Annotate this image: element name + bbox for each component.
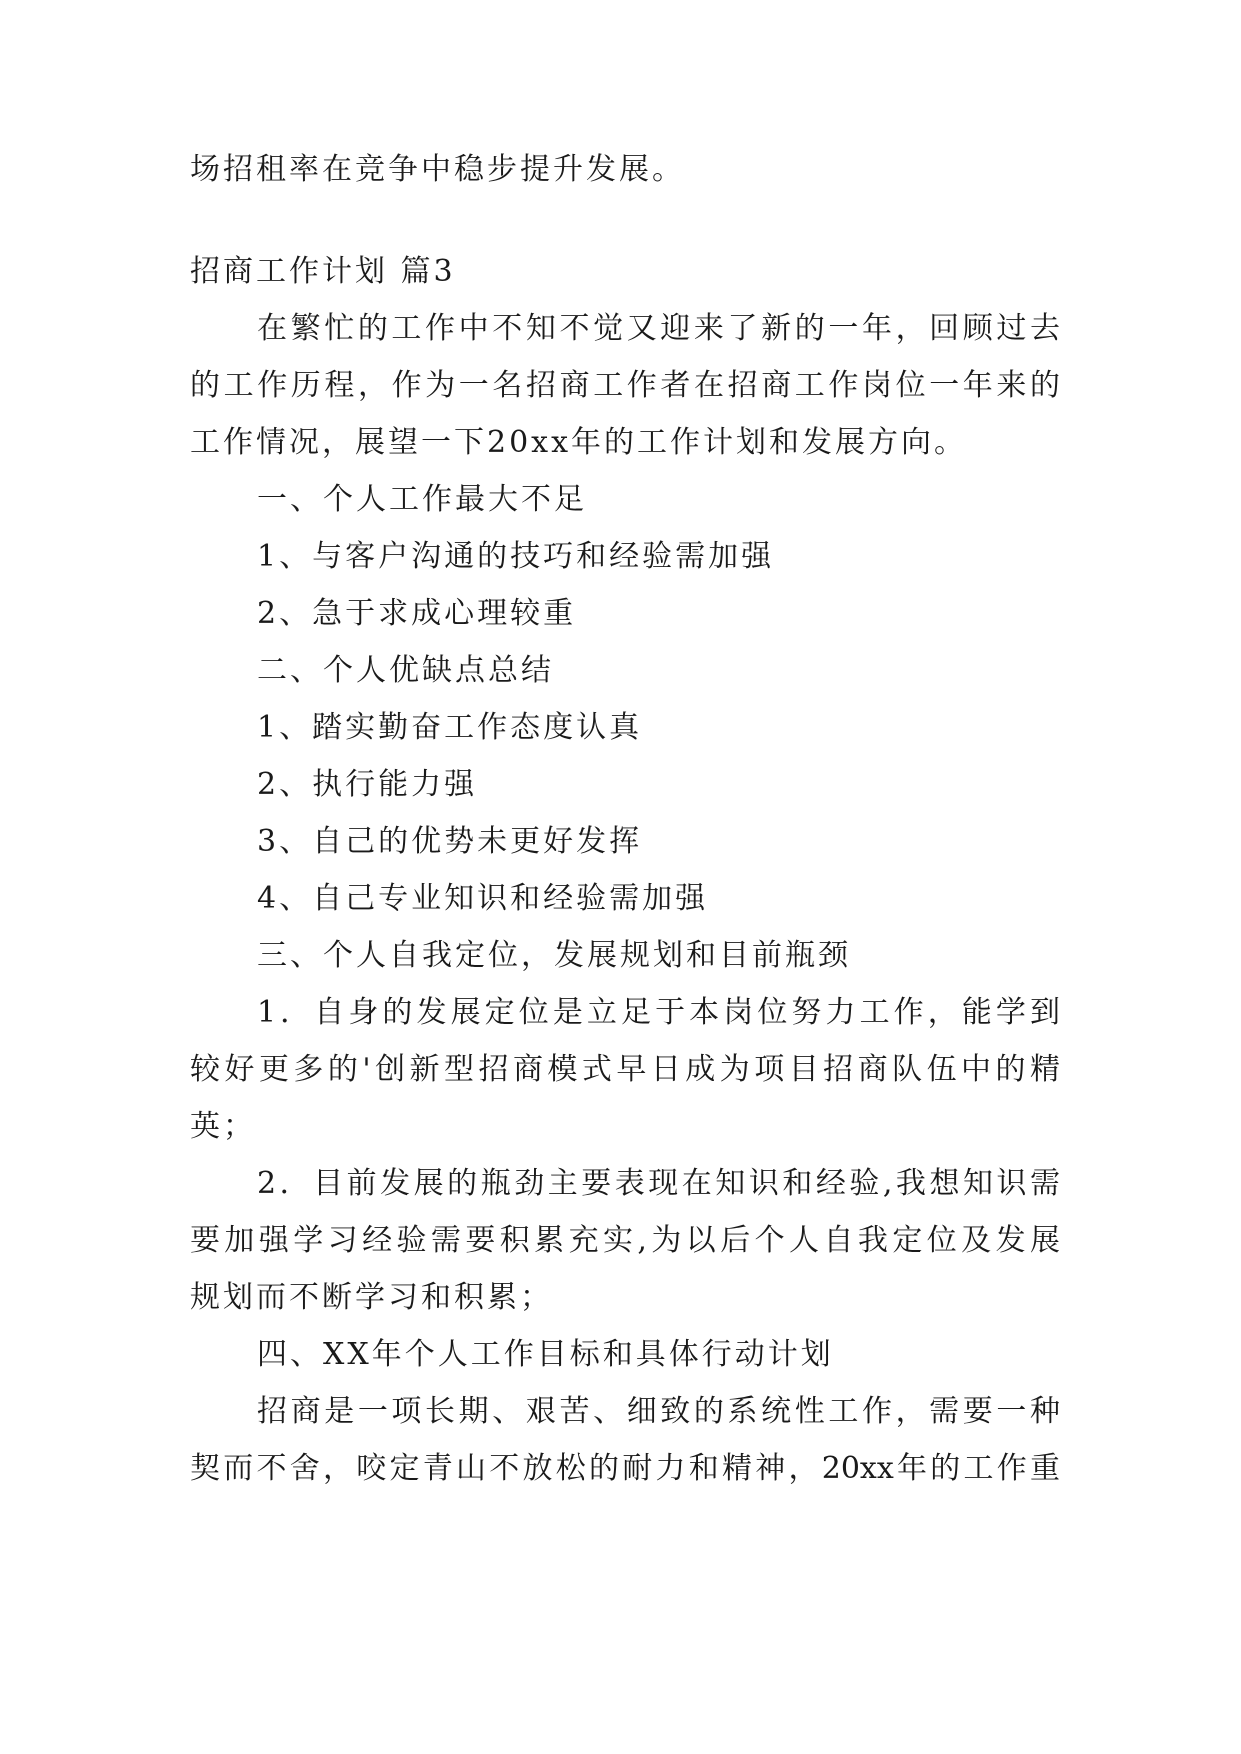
list-item: 1、与客户沟通的技巧和经验需加强 — [257, 539, 775, 574]
list-heading: 四、XX年个人工作目标和具体行动计划 — [257, 1337, 834, 1372]
paragraph-line: 2．目前发展的瓶劲主要表现在知识和经验,我想知识需 — [257, 1166, 1060, 1201]
paragraph-line: 契而不舍，咬定青山不放松的耐力和精神，20xx年的工作重 — [190, 1451, 1060, 1486]
list-heading: 三、个人自我定位，发展规划和目前瓶颈 — [257, 938, 851, 973]
paragraph-line: 的工作历程，作为一名招商工作者在招商工作岗位一年来的 — [190, 368, 1060, 403]
list-heading: 一、个人工作最大不足 — [257, 482, 587, 517]
list-item: 1、踏实勤奋工作态度认真 — [257, 710, 643, 745]
list-item: 2、执行能力强 — [257, 767, 478, 802]
body-text-line: 场招租率在竞争中稳步提升发展。 — [190, 152, 685, 187]
list-heading: 二、个人优缺点总结 — [257, 653, 554, 688]
paragraph-line: 工作情况，展望一下20xx年的工作计划和发展方向。 — [190, 425, 968, 460]
paragraph-line: 1．自身的发展定位是立足于本岗位努力工作，能学到 — [257, 995, 1060, 1030]
list-item: 4、自己专业知识和经验需加强 — [257, 881, 709, 916]
paragraph-line: 较好更多的'创新型招商模式早日成为项目招商队伍中的精 — [190, 1052, 1060, 1087]
paragraph-line: 英； — [190, 1109, 256, 1144]
list-item: 3、自己的优势未更好发挥 — [257, 824, 643, 859]
paragraph-line: 规划而不断学习和积累； — [190, 1280, 553, 1315]
paragraph-line: 招商是一项长期、艰苦、细致的系统性工作，需要一种 — [257, 1394, 1060, 1429]
section-heading: 招商工作计划 篇3 — [190, 254, 456, 289]
paragraph-line: 在繁忙的工作中不知不觉又迎来了新的一年，回顾过去 — [257, 311, 1060, 346]
paragraph-line: 要加强学习经验需要积累充实,为以后个人自我定位及发展 — [190, 1223, 1060, 1258]
list-item: 2、急于求成心理较重 — [257, 596, 577, 631]
